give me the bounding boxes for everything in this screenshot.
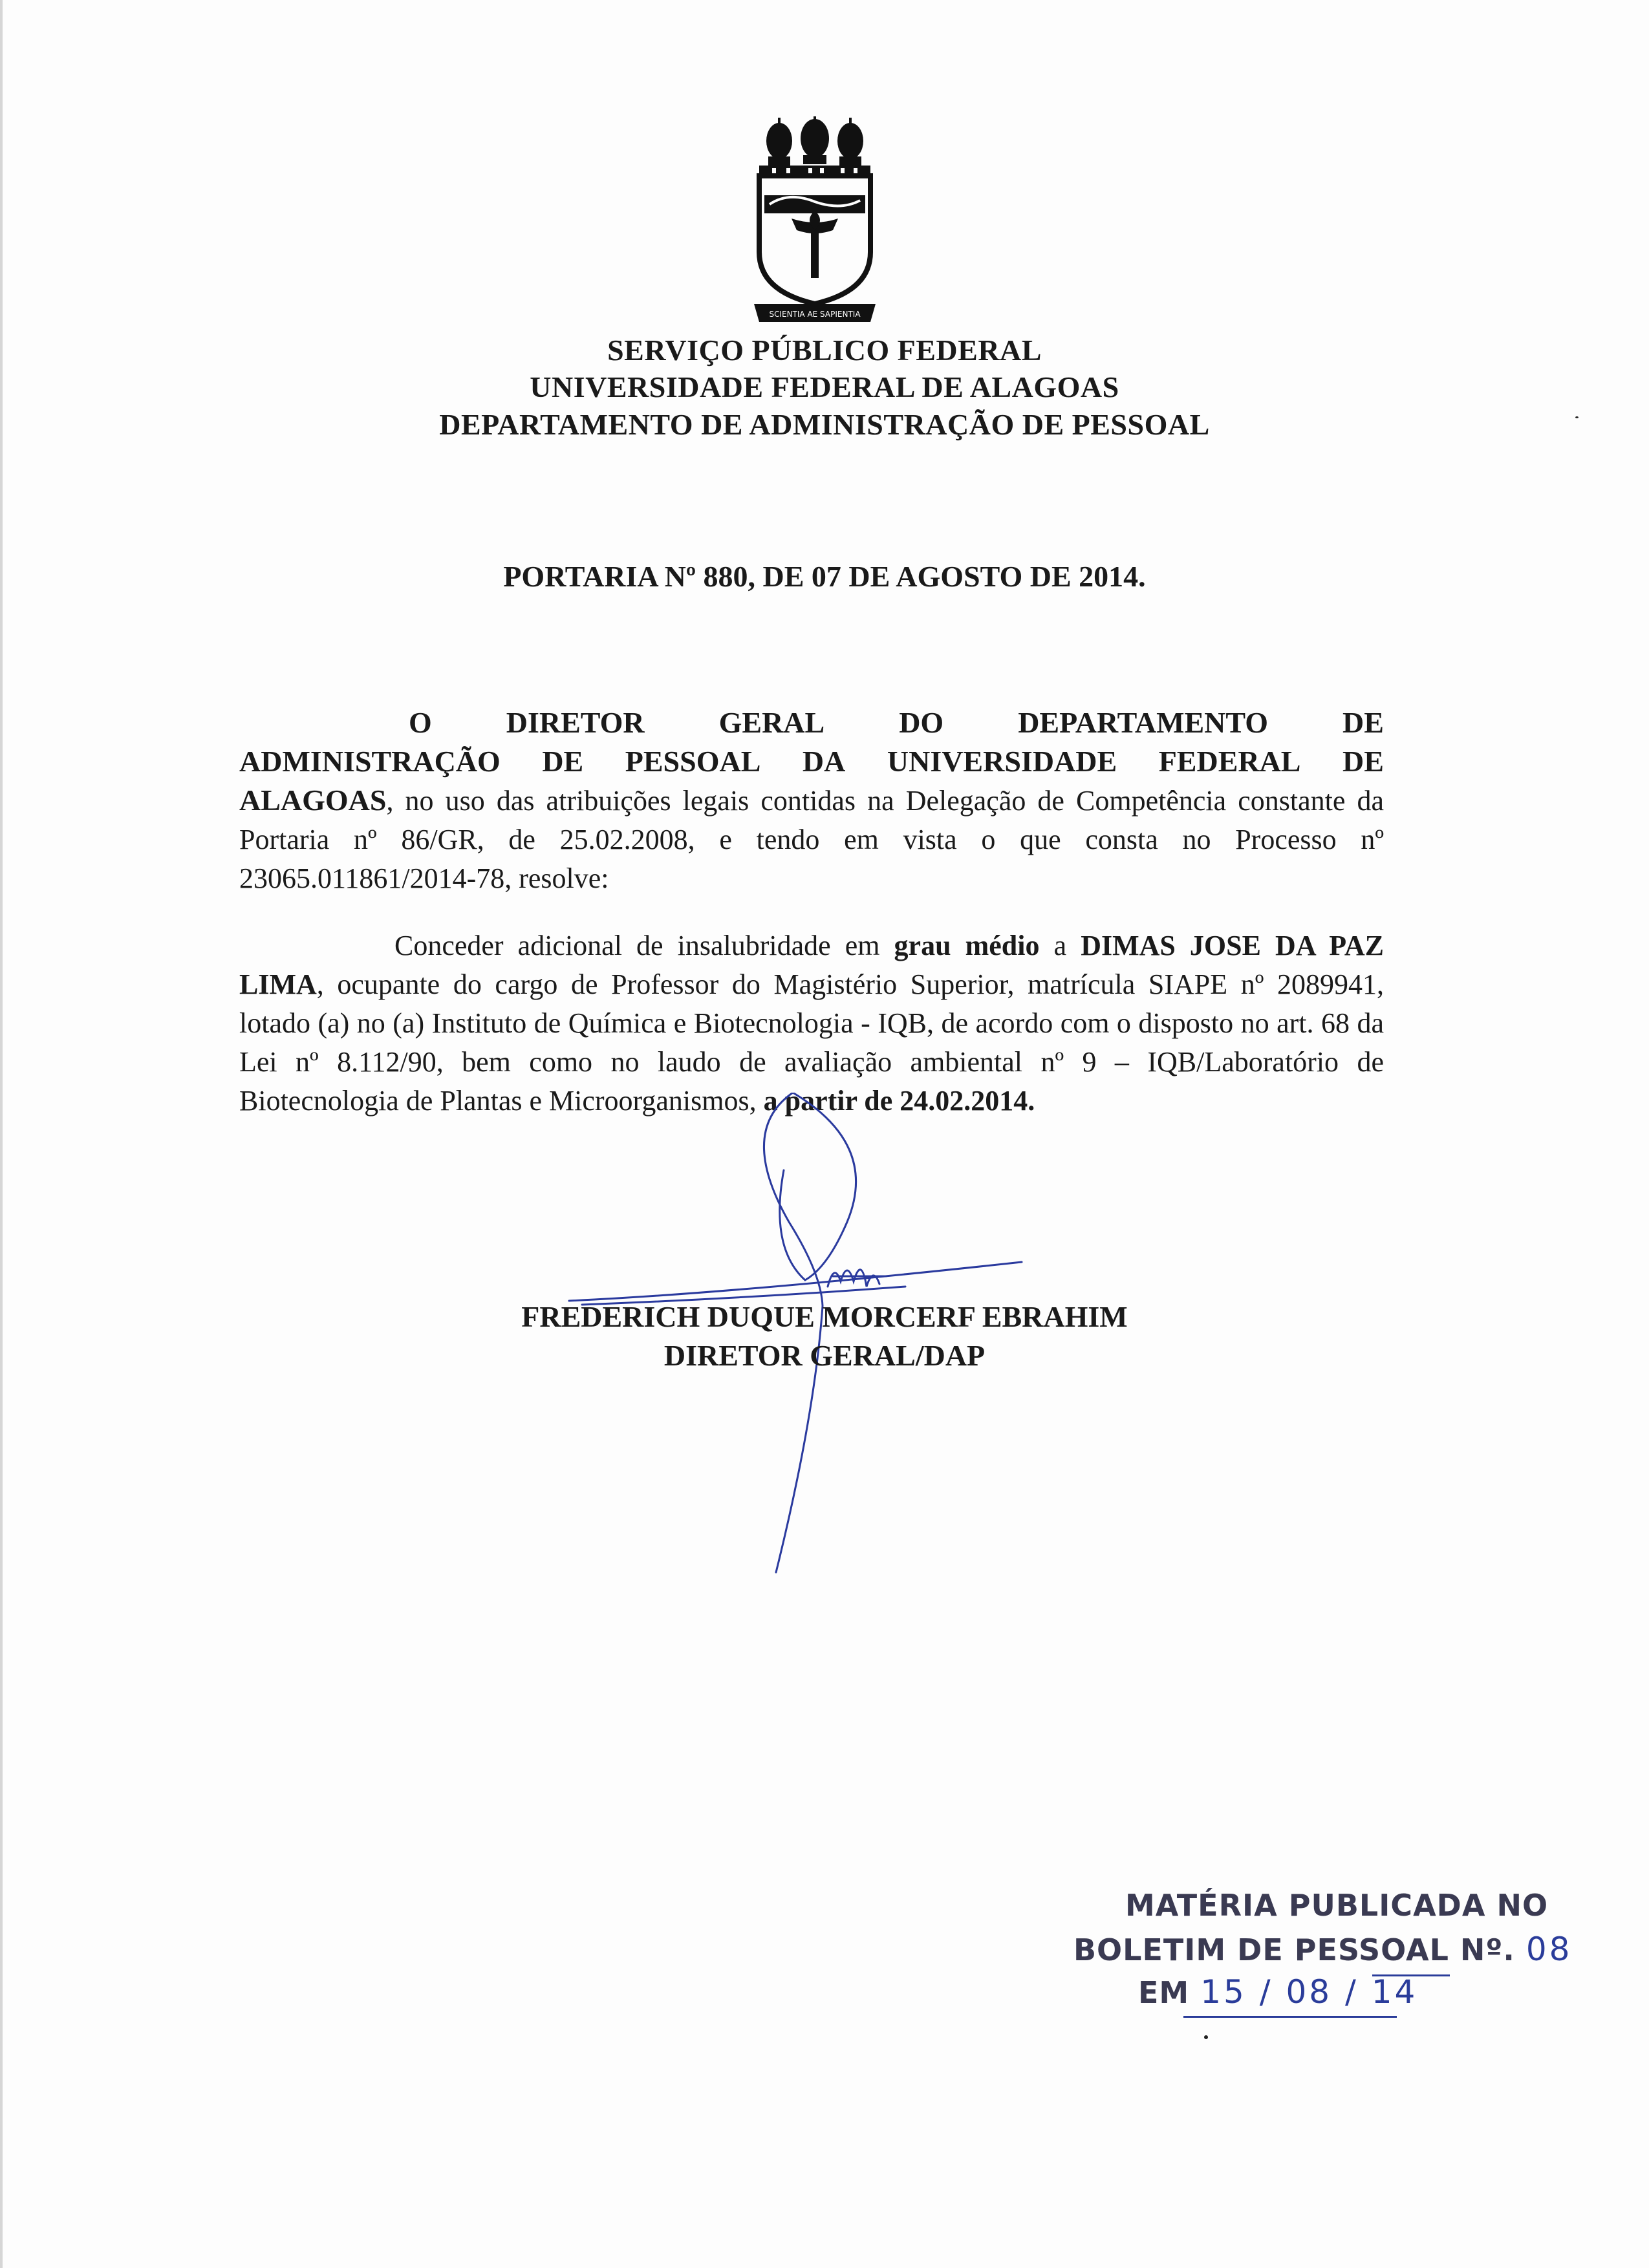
- preamble-text: , no uso das atribuições legais contidas na Delegação de Competência constante da Portaria nº 86/GR, de 25.02.2008, e tendo em vista o que consta no Processo nº 23065.011861/2014-78, resolve:: [239, 785, 1384, 894]
- scan-speck: [1204, 2035, 1208, 2039]
- header-line-universidade: UNIVERSIDADE FEDERAL DE ALAGOAS: [530, 370, 1119, 403]
- stamp-line-2: [1073, 1931, 1573, 1968]
- scan-speck: [1575, 416, 1579, 418]
- preamble-word: DE: [1342, 745, 1384, 778]
- preamble-word: DO: [899, 706, 944, 739]
- body-bold-name: DIMAS JOSE DA PAZ LIMA: [239, 930, 1384, 1000]
- stamp-em-label: EM: [1138, 1975, 1190, 2010]
- stamp-underline: [1183, 2016, 1397, 2018]
- publication-stamp: [1073, 1888, 1573, 2030]
- preamble-paragraph: [239, 703, 1384, 898]
- university-crest-logo: [750, 116, 879, 330]
- resolution-paragraph: [239, 926, 1384, 1120]
- preamble-body: [239, 781, 1384, 898]
- preamble-line-2: [239, 742, 1384, 781]
- body-text-2: a: [1039, 930, 1081, 961]
- crest-motto: SCIENTIA AE SAPIENTIA: [769, 310, 861, 319]
- header-line-departamento: DEPARTAMENTO DE ADMINISTRAÇÃO DE PESSOAL: [439, 408, 1210, 441]
- preamble-bold-alagoas: ALAGOAS: [239, 784, 387, 817]
- signatory-role: DIRETOR GERAL/DAP: [663, 1339, 986, 1372]
- stamp-line-1: MATÉRIA PUBLICADA NO: [1125, 1888, 1549, 1923]
- preamble-word: DIRETOR: [506, 706, 645, 739]
- body-text-1: Conceder adicional de insalubridade em: [394, 930, 894, 961]
- preamble-word: DE: [1342, 706, 1384, 739]
- preamble-word: FEDERAL: [1158, 745, 1301, 778]
- preamble-word: GERAL: [718, 706, 825, 739]
- preamble-word: O: [409, 706, 432, 739]
- preamble-line-1: [239, 703, 1384, 742]
- header-line-servico-publico: SERVIÇO PÚBLICO FEDERAL: [607, 334, 1042, 367]
- preamble-word: PESSOAL: [625, 745, 761, 778]
- stamp-date: 15 / 08 / 14: [1200, 1973, 1418, 2011]
- preamble-word: DEPARTAMENTO: [1018, 706, 1269, 739]
- stamp-line-3: [1138, 1973, 1417, 2011]
- portaria-title: PORTARIA Nº 880, DE 07 DE AGOSTO DE 2014.: [503, 560, 1146, 593]
- preamble-word: UNIVERSIDADE: [887, 745, 1117, 778]
- body-text-3: , ocupante do cargo de Professor do Magistério Superior, matrícula SIAPE nº 2089941, lotado (a) no (a) Instituto de Química e Biotecnologia - IQB, de acordo com o disposto no art. 68 da Lei nº 8.112/90, bem como no laudo de avaliação ambiental nº 9 – IQB/Laboratório de Biotecnologia de Plantas e Microorganismos,: [239, 968, 1384, 1117]
- preamble-word: ADMINISTRAÇÃO: [239, 745, 501, 778]
- body-bold-date: a partir de 24.02.2014.: [763, 1085, 1035, 1117]
- stamp-boletim-label: BOLETIM DE PESSOAL Nº.: [1073, 1932, 1515, 1967]
- stamp-boletim-number: 08: [1525, 1931, 1573, 1968]
- preamble-word: DE: [542, 745, 584, 778]
- preamble-word: DA: [802, 745, 846, 778]
- signatory-name: FREDERICH DUQUE MORCERF EBRAHIM: [521, 1300, 1128, 1333]
- body-bold-grau: grau médio: [894, 930, 1040, 961]
